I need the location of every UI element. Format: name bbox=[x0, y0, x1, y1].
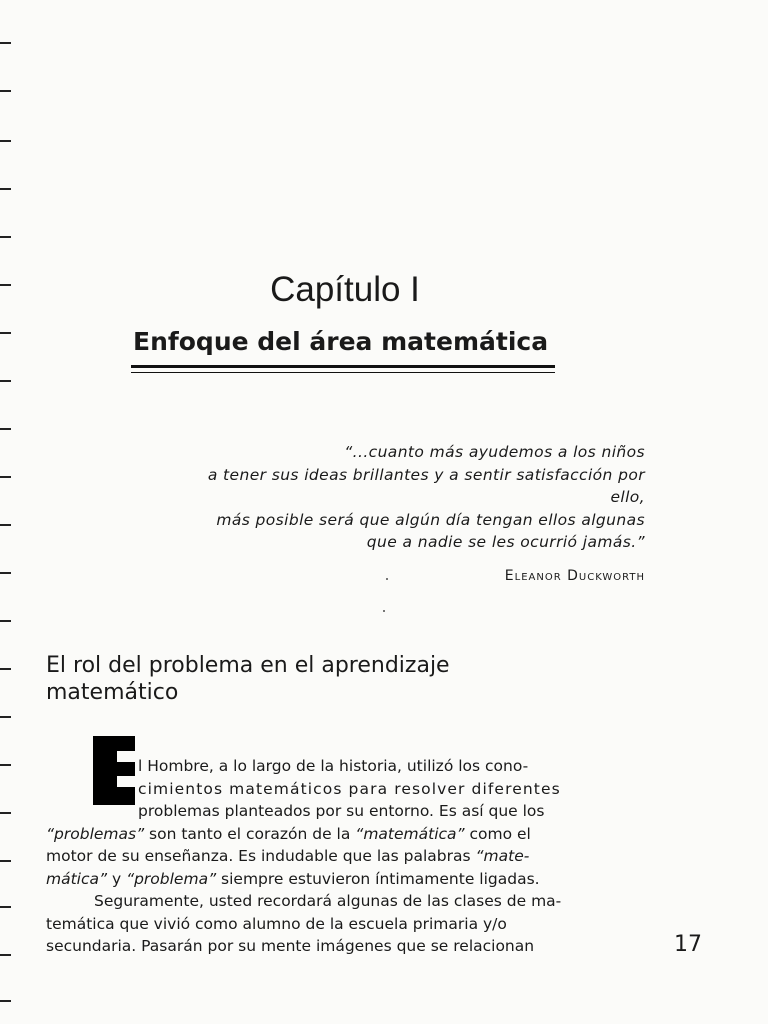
body-emphasis: “matemática” bbox=[355, 824, 465, 843]
epigraph bbox=[100, 441, 645, 554]
body-emphasis: “mate- bbox=[475, 847, 530, 865]
body-line: l Hombre, a lo largo de la historia, utilizó los cono- bbox=[138, 757, 529, 775]
body-line: problemas planteados por su entorno. Es así que los bbox=[138, 802, 545, 820]
epigraph-line: que a nadie se les ocurrió jamás.” bbox=[366, 533, 645, 551]
body-emphasis: “problemas” bbox=[46, 824, 145, 843]
scan-speck bbox=[383, 610, 385, 612]
body-paragraph bbox=[46, 755, 646, 958]
body-line: temática que vivió como alumno de la escuela primaria y/o bbox=[46, 914, 507, 933]
section-heading-line: matemático bbox=[46, 680, 179, 705]
body-text-run: son tanto el corazón de la bbox=[144, 824, 356, 843]
epigraph-line: ello, bbox=[610, 488, 645, 506]
section-heading-line: El rol del problema en el aprendizaje bbox=[46, 653, 450, 678]
body-emphasis: “problema” bbox=[126, 869, 217, 888]
body-line bbox=[46, 823, 646, 846]
title-rule-thin bbox=[131, 372, 555, 373]
binding-tick-marks bbox=[0, 0, 14, 1024]
title-rule-thick bbox=[131, 365, 555, 368]
body-emphasis: mática” bbox=[46, 869, 108, 888]
epigraph-line: a tener sus ideas brillantes y a sentir satisfacción por bbox=[207, 465, 645, 484]
epigraph-line: “...cuanto más ayudemos a los niños bbox=[344, 443, 645, 461]
body-line: cimientos matemáticos para resolver diferentes bbox=[138, 779, 561, 798]
page-number: 17 bbox=[674, 932, 702, 957]
chapter-title: Enfoque del área matemática bbox=[133, 327, 549, 356]
body-text-run: siempre estuvieron íntimamente ligadas. bbox=[216, 869, 540, 888]
body-text-run: y bbox=[107, 869, 127, 888]
body-line bbox=[46, 868, 646, 891]
body-text-run: motor de su enseñanza. Es indudable que las palabras bbox=[46, 847, 476, 865]
epigraph-author: Eleanor Duckworth bbox=[504, 568, 645, 584]
body-line: Seguramente, usted recordará algunas de las clases de ma- bbox=[94, 892, 562, 910]
body-text-run: como el bbox=[464, 824, 531, 843]
body-line bbox=[46, 845, 646, 868]
section-heading bbox=[46, 652, 606, 706]
chapter-label: Capítulo I bbox=[270, 270, 420, 309]
body-line: secundaria. Pasarán por su mente imágenes que se relacionan bbox=[46, 937, 535, 955]
epigraph-line: más posible será que algún día tengan ellos algunas bbox=[216, 510, 645, 529]
